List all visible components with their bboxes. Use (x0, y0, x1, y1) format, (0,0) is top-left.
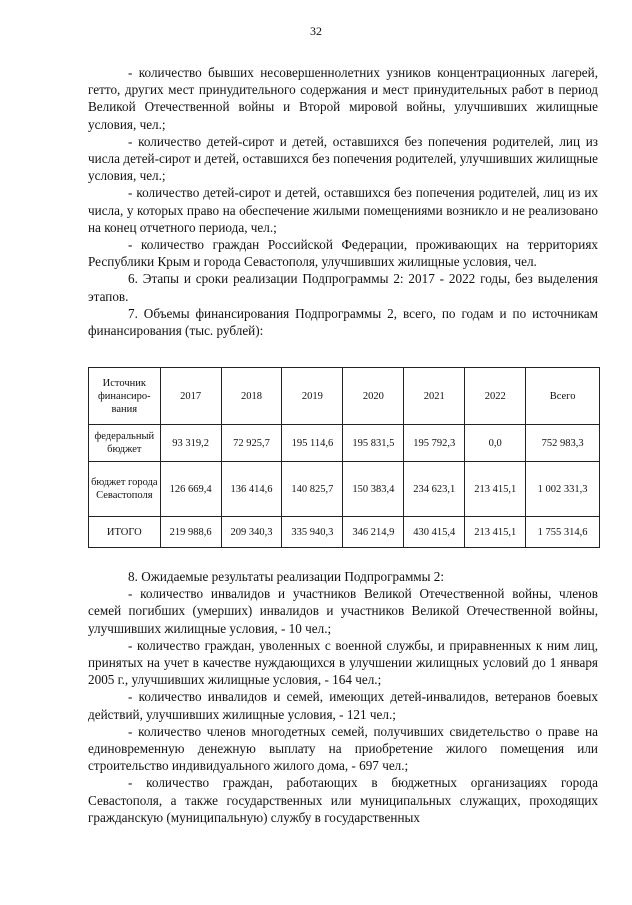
table-cell: 140 825,7 (282, 462, 343, 517)
table-cell: 136 414,6 (221, 462, 282, 517)
table-cell: 1 002 331,3 (526, 462, 600, 517)
paragraph: - количество инвалидов и участников Великой Отечественной войны, членов семей погибших (умерших) инвалидов и участников Великой Отечественной войны, улучшивших жилищные условия, - 10 чел.; (88, 586, 598, 636)
header-cell-year: 2021 (404, 368, 465, 425)
header-cell-year: 2019 (282, 368, 343, 425)
table-row (89, 425, 600, 462)
table-cell: 195 831,5 (343, 425, 404, 462)
table-cell: 346 214,9 (343, 517, 404, 548)
table-cell: 195 114,6 (282, 425, 343, 462)
paragraph: - количество граждан Российской Федерации, проживающих на территориях Республики Крым и города Севастополя, улучшивших жилищные условия, чел. (88, 237, 598, 270)
paragraph: - количество детей-сирот и детей, оставшихся без попечения родителей, лиц из числа детей-сирот и детей, оставшихся без попечения родителей, улучшивших жилищные условия, чел.; (88, 133, 598, 184)
table-cell: 1 755 314,6 (526, 517, 600, 548)
table-cell: 219 988,6 (160, 517, 221, 548)
header-cell-year: 2018 (221, 368, 282, 425)
paragraph: - количество детей-сирот и детей, оставшихся без попечения родителей, лиц из их числа, у которых право на обеспечение жилыми помещениями возникло и не реализовано на конец отчетного периода, чел.; (88, 185, 598, 235)
table-cell: 430 415,4 (404, 517, 465, 548)
table-row-total (89, 517, 600, 548)
table-row (89, 462, 600, 517)
table-cell: 126 669,4 (160, 462, 221, 517)
table-cell: 752 983,3 (526, 425, 600, 462)
table-header-row (89, 368, 600, 425)
financing-table (88, 367, 600, 548)
table-cell: 72 925,7 (221, 425, 282, 462)
table-cell: 213 415,1 (465, 517, 526, 548)
paragraph: - количество членов многодетных семей, получивших свидетельство о праве на единовременную денежную выплату на приобретение жилого помещения или строительство индивидуального жилого дома, - 697 чел.; (88, 723, 598, 774)
paragraph: - количество инвалидов и семей, имеющих детей-инвалидов, ветеранов боевых действий, улучшивших жилищные условия, - 121 чел.; (88, 689, 598, 722)
paragraph: - количество бывших несовершеннолетних узников концентрационных лагерей, гетто, других мест принудительного содержания и мест принудительных работ в период Великой Отечественной войны и Второй мировой войны, улучшивших жилищные условия, чел.; (88, 65, 598, 132)
table-cell: 93 319,2 (160, 425, 221, 462)
top-text-block (88, 64, 598, 339)
header-cell-year: 2022 (465, 368, 526, 425)
paragraph: 8. Ожидаемые результаты реализации Подпрограммы 2: (128, 569, 445, 584)
table-cell: 213 415,1 (465, 462, 526, 517)
table-cell: 195 792,3 (404, 425, 465, 462)
table-cell: 335 940,3 (282, 517, 343, 548)
paragraph: - количество граждан, уволенных с военной службы, и приравненных к ним лиц, принятых на учет в качестве нуждающихся в улучшении жилищных условий до 1 января 2005 г., улучшивших жилищные условия, - 164 чел.; (88, 637, 598, 688)
page-number: 32 (310, 24, 322, 38)
table-cell: 0,0 (465, 425, 526, 462)
table-cell: 209 340,3 (221, 517, 282, 548)
bottom-text-block (88, 568, 598, 826)
paragraph: 6. Этапы и сроки реализации Подпрограммы 2: 2017 - 2022 годы, без выделения этапов. (88, 271, 598, 304)
header-cell-source: Источник финансиро-вания (89, 368, 161, 425)
table-cell: 150 383,4 (343, 462, 404, 517)
paragraph: - количество граждан, работающих в бюджетных организациях города Севастополя, а также государственных или муниципальных служащих, проходящих гражданскую (муниципальную) службу в государственных (88, 775, 598, 825)
paragraph: 7. Объемы финансирования Подпрограммы 2, всего, по годам и по источникам финансирования (тыс. рублей): (88, 305, 598, 339)
header-cell-year: 2020 (343, 368, 404, 425)
table-cell: 234 623,1 (404, 462, 465, 517)
row-label: ИТОГО (89, 517, 161, 548)
row-label: федеральный бюджет (89, 425, 161, 462)
header-cell-year: 2017 (160, 368, 221, 425)
header-cell-total: Всего (526, 368, 600, 425)
row-label: бюджет города Севастополя (89, 462, 161, 517)
